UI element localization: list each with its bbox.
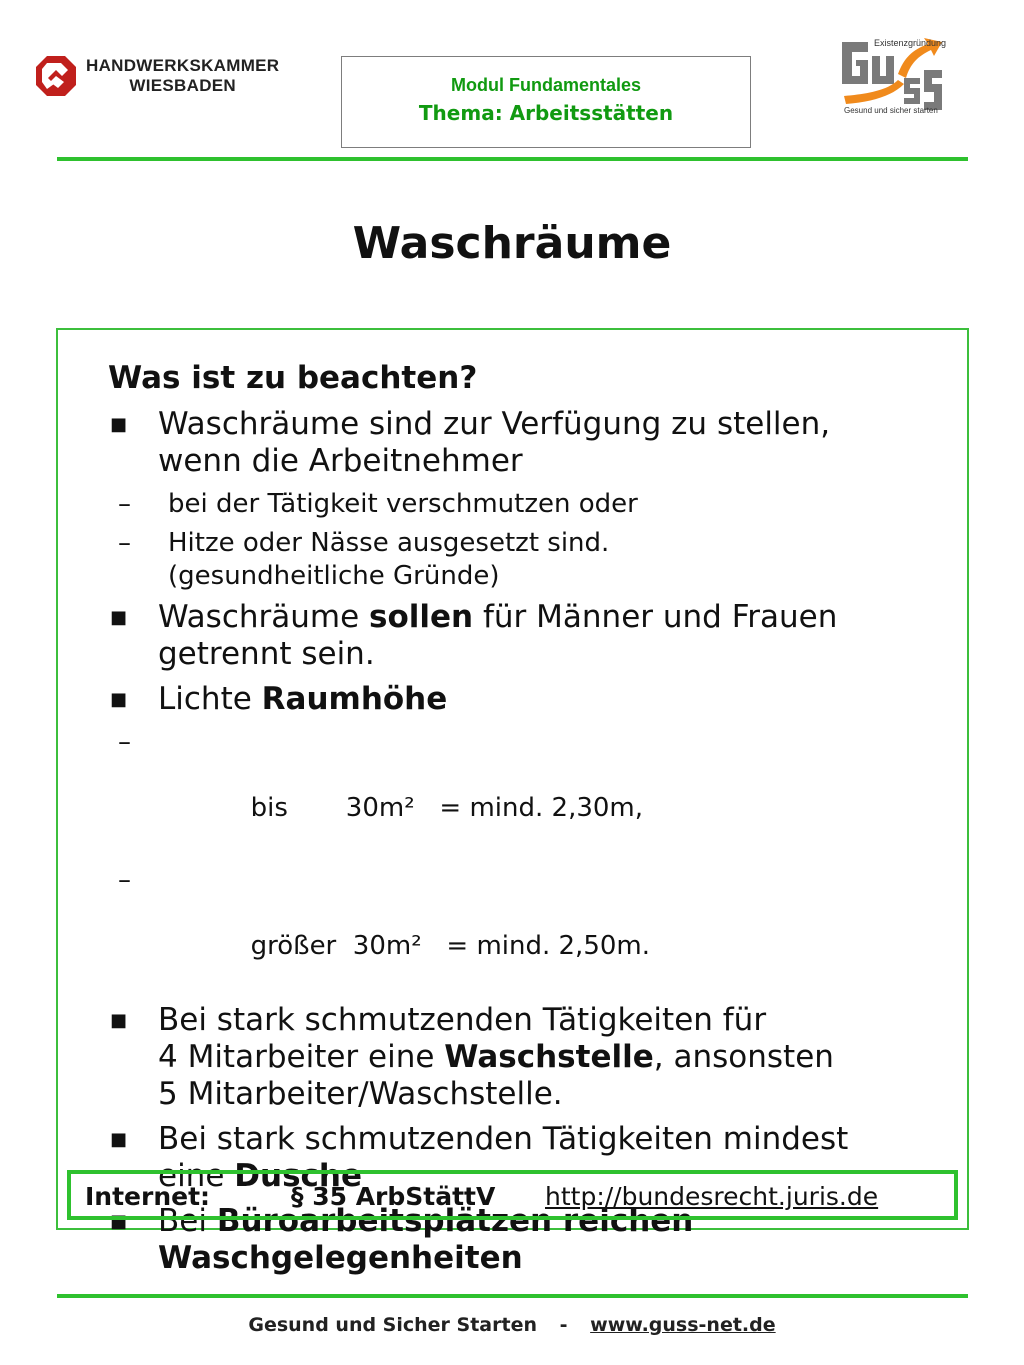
sub-list-item [108,864,938,996]
module-label: Modul Fundamentales [450,75,641,95]
handwerkskammer-logo [34,52,314,102]
content-box [56,328,969,1276]
handwerkskammer-logo-text [86,56,279,96]
bullet-text: eine [158,1158,235,1194]
internet-label: Internet: [85,1182,211,1211]
list-item [108,1002,938,1113]
bullet-bold-text: Büroarbeitsplätzen reichen [216,1203,694,1239]
handwerkskammer-emblem-icon [34,54,78,98]
bullet-text: wenn die Arbeitnehmer [158,443,523,479]
sub-list-item [108,726,938,858]
bullet-marker-icon: ■ [110,1129,128,1150]
bullet-marker-icon: ■ [110,414,128,435]
law-reference: § 35 ArbStättV [291,1182,496,1211]
sub-list-item [108,488,938,521]
sub-item-text: bis 30m² = mind. 2,30m, [250,793,644,823]
bullet-text: Bei [158,1203,217,1239]
bullet-text: für Männer und Frauen [473,599,838,635]
bullet-text: Bei stark schmutzenden Tätigkeiten für [158,1002,767,1038]
bullet-text: getrennt sein. [158,636,375,672]
bullet-text: 4 Mitarbeiter eine [158,1039,445,1075]
bullet-marker-icon: ■ [110,689,128,710]
sub-item-text: Hitze oder Nässe ausgesetzt sind. [168,528,610,558]
sub-list-item [108,527,938,593]
internet-reference-box [67,1170,958,1220]
juris-link[interactable]: http://bundesrecht.juris.de [545,1182,879,1211]
list-item [108,681,938,718]
list-item [108,406,938,480]
list-item [108,599,938,673]
bullet-marker-icon: ■ [110,1010,128,1031]
footer-text: Gesund und Sicher Starten [248,1314,537,1336]
guss-logo [838,34,948,116]
bullet-text: 5 Mitarbeiter/Waschstelle. [158,1076,563,1112]
bullet-bold-text: Raumhöhe [261,681,448,717]
sub-item-text: (gesundheitliche Gründe) [168,561,500,591]
bullet-bold-text: Waschstelle [444,1039,654,1075]
dash-marker: – [118,865,131,895]
bullet-text: Bei stark schmutzenden Tätigkeiten mindest [158,1121,849,1157]
page-title: Waschräume [352,218,672,269]
top-divider [57,157,968,161]
guss-logo-top-text: Existenzgründung [874,38,947,48]
footer [0,1314,1024,1336]
dash-marker: – [118,727,131,757]
bullet-bold-text: sollen [369,599,474,635]
bullet-list [108,406,938,1285]
sub-list-container [108,488,938,593]
bullet-bold-text: Dusche [234,1158,362,1194]
sub-item-text: größer 30m² = mind. 2,50m. [250,931,650,961]
topic-label: Thema: Arbeitsstätten [418,101,674,125]
bullet-text: , ansonsten [653,1039,834,1075]
footer-link[interactable]: www.guss-net.de [590,1314,776,1336]
bullet-text: Waschräume sind zur Verfügung zu stellen, [158,406,831,442]
module-topic-box [341,56,751,148]
logo-text-line-1: HANDWERKSKAMMER [86,56,280,75]
sub-list-container [108,726,938,996]
logo-text-line-2: WIESBADEN [129,76,236,95]
dash-marker: – [118,528,131,558]
section-heading: Was ist zu beachten? [108,360,478,396]
bullet-text: Waschräume [158,599,370,635]
bullet-bold-text: Waschgelegenheiten [158,1240,523,1276]
sub-item-text: bei der Tätigkeit verschmutzen oder [168,489,638,519]
bullet-marker-icon: ■ [110,1211,128,1232]
bullet-text: Lichte [158,681,262,717]
bullet-marker-icon: ■ [110,607,128,628]
bottom-divider [57,1294,968,1298]
footer-separator: - [559,1314,568,1336]
dash-marker: – [118,489,131,519]
sub-list [108,488,938,593]
sub-list [108,726,938,996]
guss-logo-bottom-text: Gesund und sicher starten [844,106,938,115]
